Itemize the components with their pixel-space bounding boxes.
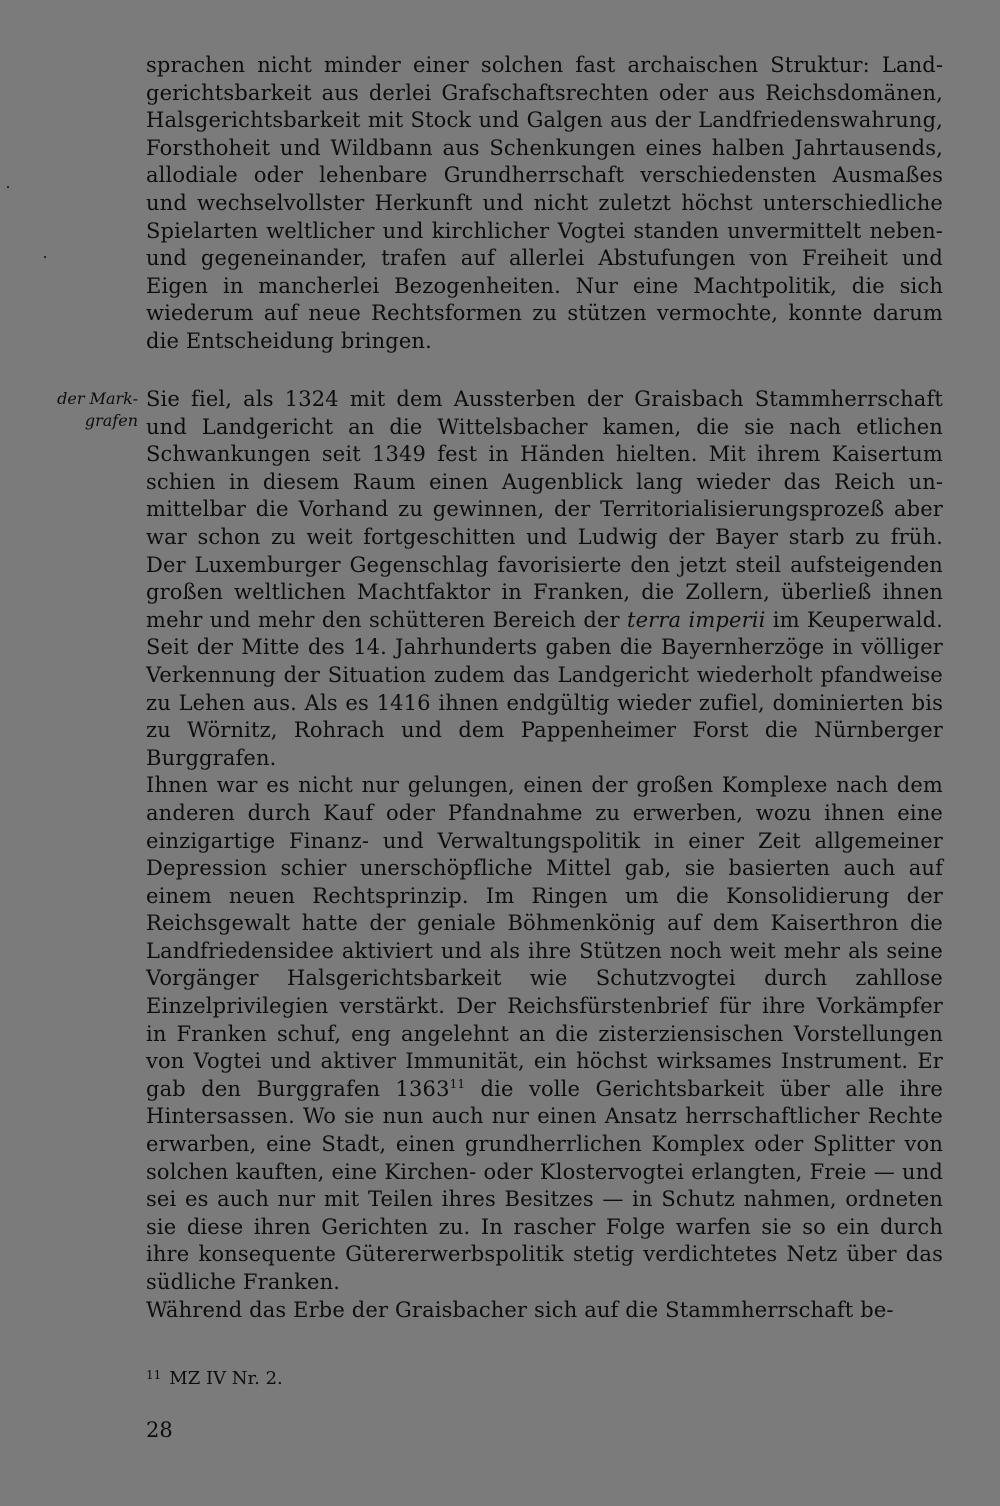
paragraph-1: sprachen nicht minder einer solchen fast archaischen Struktur: Landgerichtsbarkeit aus derlei Grafschaftsrechten oder aus Reichsdomänen, Halsgerichtsbarkeit mit Stock und Galgen aus der Landfriedenswahrung, Forsthoheit und Wildbann aus Schenkungen eines halben Jahrtausends, allodiale oder lehenbare Grundherrschaft verschiedensten Ausmaßes und wechselvollster Herkunft und nicht zuletzt höchst unterschiedliche Spielarten weltlicher und kirchlicher Vogtei standen unvermittelt neben- und gegeneinander, trafen auf allerlei Abstufungen von Freiheit und Eigen in mancherlei Bezogenheiten. Nur eine Machtpolitik, die sich wiederum auf neue Rechtsformen zu stützen vermochte, konnte darum die Entscheidung bringen. [146,53,943,353]
paragraph-3-text-b: die volle Gerichtsbarkeit über alle ihre Hintersassen. Wo sie nun auch nur einen Ansatz herrschaftlicher Rechte erwarben, eine Stadt, einen grundherrlichen Komplex oder Splitter von solchen kauften, eine Kirchen- oder Klostervogtei erlangten, Freie — und sei es auch nur mit Teilen ihres Besitzes — in Schutz nahmen, ordneten sie diese ihren Gerichten zu. In rascher Folge warfen sie so ein durch ihre konsequente Gütererwerbspolitik stetig verdichtetes Netz über das südliche Franken. [146,1076,943,1294]
italic-term: terra imperii [626,607,766,632]
paragraph-2 [146,386,943,772]
paragraph-4: Während das Erbe der Graisbacher sich auf die Stammherrschaft be- [146,1297,894,1322]
scan-speck [7,186,9,188]
text-block-top [146,52,943,356]
paragraph-3 [146,772,943,1296]
page-number: 28 [146,1418,173,1442]
scan-speck [44,256,46,258]
footnote-text: MZ IV Nr. 2. [169,1368,283,1389]
text-block-main [146,386,943,1324]
footnote [146,1363,283,1391]
paragraph-2-text-a: Sie fiel, als 1324 mit dem Aussterben der Graisbach Stammherrschaft und Landgericht an die Wittelsbacher kamen, die sie nach etlichen Schwankungen seit 1349 fest in Händen hielten. Mit ihrem Kaisertum schien in diesem Raum einen Augenblick lang wieder das Reich unmittelbar die Vorhand zu gewinnen, der Territorialisierungsprozeß aber war schon zu weit fortgeschitten und Ludwig der Bayer starb zu früh. Der Luxemburger Gegenschlag favorisierte den jetzt steil aufsteigenden großen weltlichen Machtfaktor in Franken, die Zollern, überließ ihnen mehr und mehr den schütteren Bereich der [146,387,943,632]
paragraph-3-text-a: Ihnen war es nicht nur gelungen, einen der großen Komplexe nach dem anderen durch Kauf oder Pfandnahme zu erwerben, wozu ihnen eine einzigartige Finanz- und Verwaltungspolitik in einer Zeit allgemeiner Depression schier unerschöpfliche Mittel gab, sie basierten auch auf einem neuen Rechtsprinzip. Im Ringen um die Konsolidierung der Reichsgewalt hatte der geniale Böhmenkönig auf dem Kaiserthron die Landfriedensidee aktiviert und als ihre Stützen noch weit mehr als seine Vorgänger Halsgerichtsbarkeit wie Schutzvogtei durch zahllose Einzelprivilegien verstärkt. Der Reichsfürstenbrief für ihre Vorkämpfer in Franken schuf, eng angelehnt an die zisterziensischen Vorstellungen von Vogtei und aktiver Immunität, ein höchst wirksames Instrument. Er gab den Burggrafen 1363 [146,773,943,1101]
margin-note: der Mark-grafen [57,389,138,430]
footnote-reference: 11 [449,1076,466,1091]
paragraph-2-text-b: im Keuperwald. Seit der Mitte des 14. Jahrhunderts gaben die Bayernherzöge in völliger Verkennung der Situation zudem das Landgericht wiederholt pfandweise zu Lehen aus. Als es 1416 ihnen endgültig wieder zufiel, dominierten bis zu Wörnitz, Rohrach und dem Pappenheimer Forst die Nürnberger Burggrafen. [146,607,943,770]
footnote-number: 11 [146,1368,162,1382]
